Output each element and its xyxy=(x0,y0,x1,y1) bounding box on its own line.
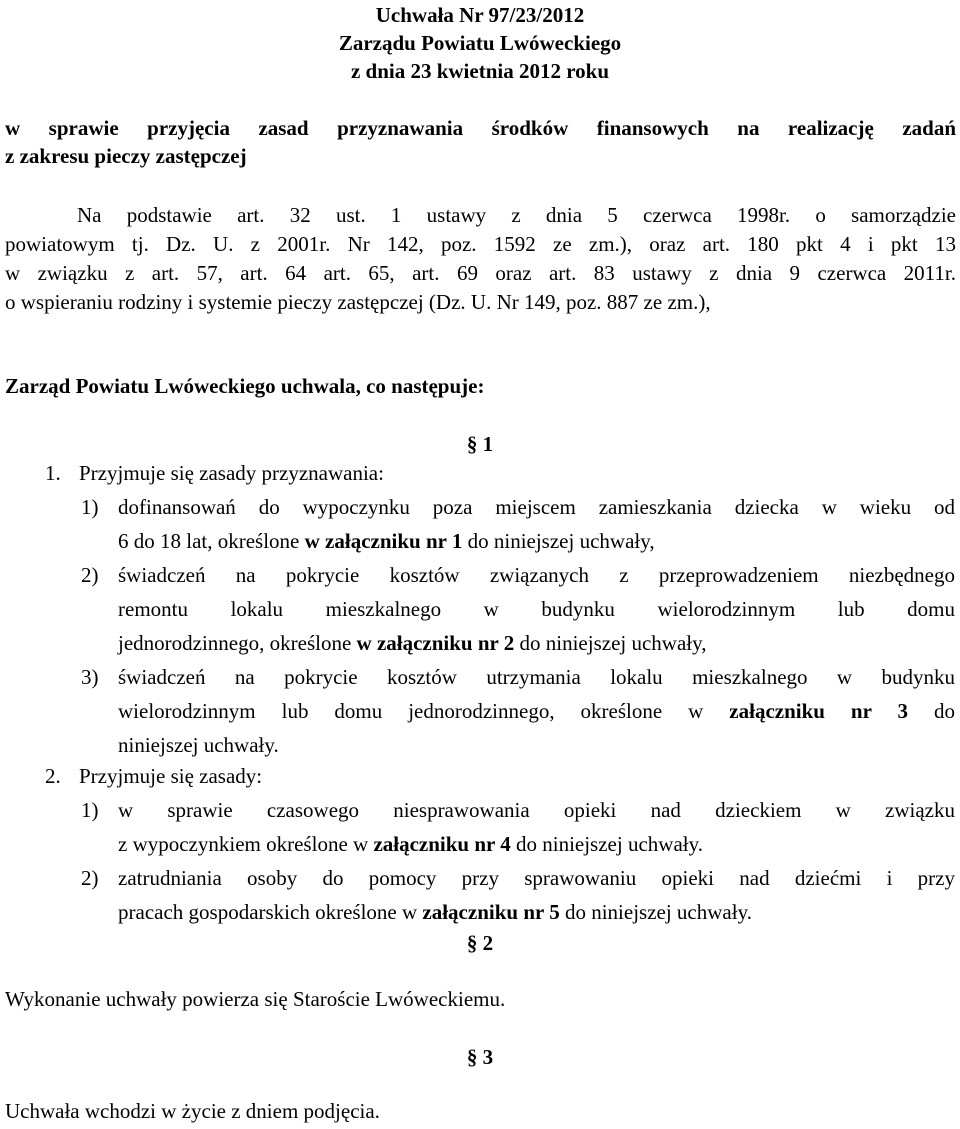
item-2-1-line-1: w sprawie czasowego niesprawowania opieki nad dzieckiem w związku xyxy=(118,798,955,822)
issuing-body: Zarządu Powiatu Lwóweckiego xyxy=(338,31,622,55)
item-1-2-number: 2) xyxy=(81,563,99,587)
section-3-text: Uchwała wchodzi w życie z dniem podjęcia. xyxy=(5,1099,380,1123)
section-1-title: § 1 xyxy=(466,432,494,456)
section-2-text: Wykonanie uchwały powierza się Staroście Lwóweckiemu. xyxy=(5,987,506,1011)
attachment-5-reference: załączniku nr 5 xyxy=(422,900,560,924)
section-3-title: § 3 xyxy=(466,1045,494,1069)
item-1-3-line-2: wielorodzinnym lub domu jednorodzinnego, określone w załączniku nr 3 do xyxy=(118,699,955,723)
item-2-1-line-2: z wypoczynkiem określone w załączniku nr 4 do niniejszej uchwały. xyxy=(118,832,703,856)
item-2-2-number: 2) xyxy=(81,866,99,890)
item-2-2-line-1: zatrudniania osoby do pomocy przy sprawowaniu opieki nad dziećmi i przy xyxy=(118,866,955,890)
resolution-date: z dnia 23 kwietnia 2012 roku xyxy=(350,59,610,83)
item-1-1-line-1: dofinansowań do wypoczynku poza miejscem zamieszkania dziecka w wieku od xyxy=(118,495,955,519)
legal-basis-line-4: o wspieraniu rodziny i systemie pieczy zastępczej (Dz. U. Nr 149, poz. 887 ze zm.), xyxy=(5,290,711,314)
subject-line-1: w sprawie przyjęcia zasad przyznawania środków finansowych na realizację zadań xyxy=(5,116,956,140)
item-1-2-line-3: jednorodzinnego, określone w załączniku nr 2 do niniejszej uchwały, xyxy=(118,631,707,655)
attachment-4-reference: załączniku nr 4 xyxy=(373,832,511,856)
resolution-number: Uchwała Nr 97/23/2012 xyxy=(375,3,585,27)
resolves-statement: Zarząd Powiatu Lwóweckiego uchwala, co następuje: xyxy=(5,374,485,398)
item-2-1-number: 1) xyxy=(81,798,99,822)
item-1-3-line-3: niniejszej uchwały. xyxy=(118,733,279,757)
paragraph-2-text: Przyjmuje się zasady: xyxy=(79,764,263,788)
item-1-2-line-1: świadczeń na pokrycie kosztów związanych z przeprowadzeniem niezbędnego xyxy=(118,563,955,587)
section-2-title: § 2 xyxy=(466,931,494,955)
paragraph-2-number: 2. xyxy=(45,764,61,788)
item-1-3-number: 3) xyxy=(81,665,99,689)
attachment-3-reference: załączniku nr 3 xyxy=(729,699,909,723)
item-2-2-line-2: pracach gospodarskich określone w załączniku nr 5 do niniejszej uchwały. xyxy=(118,900,752,924)
legal-basis-line-3: w związku z art. 57, art. 64 art. 65, art. 69 oraz art. 83 ustawy z dnia 9 czerwca 2011r. xyxy=(5,261,956,285)
legal-basis-line-1: Na podstawie art. 32 ust. 1 ustawy z dnia 5 czerwca 1998r. o samorządzie xyxy=(77,203,956,227)
paragraph-1-number: 1. xyxy=(45,461,61,485)
paragraph-1-text: Przyjmuje się zasady przyznawania: xyxy=(79,461,384,485)
attachment-2-reference: w załączniku nr 2 xyxy=(356,631,515,655)
subject-line-2: z zakresu pieczy zastępczej xyxy=(5,144,247,168)
item-1-2-line-2: remontu lokalu mieszkalnego w budynku wielorodzinnym lub domu xyxy=(118,597,955,621)
attachment-1-reference: w załączniku nr 1 xyxy=(304,529,463,553)
item-1-3-line-1: świadczeń na pokrycie kosztów utrzymania lokalu mieszkalnego w budynku xyxy=(118,665,955,689)
legal-basis-line-2: powiatowym tj. Dz. U. z 2001r. Nr 142, poz. 1592 ze zm.), oraz art. 180 pkt 4 i pkt 13 xyxy=(5,232,956,256)
item-1-1-line-2: 6 do 18 lat, określone w załączniku nr 1 do niniejszej uchwały, xyxy=(118,529,655,553)
item-1-1-number: 1) xyxy=(81,495,99,519)
